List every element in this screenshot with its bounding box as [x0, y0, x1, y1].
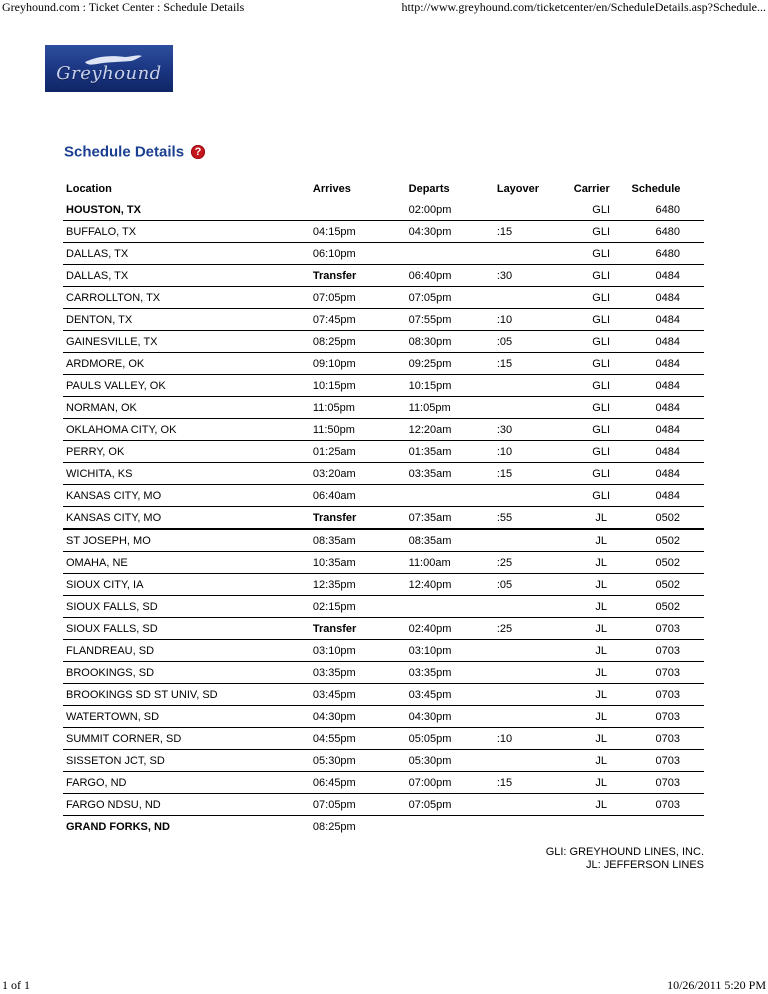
cell-arrives: 06:10pm [310, 243, 406, 265]
table-row [63, 529, 704, 552]
cell-location: FLANDREAU, SD [63, 640, 310, 662]
table-row [63, 728, 704, 750]
cell-layover [494, 596, 571, 618]
col-header-schedule: Schedule [631, 182, 681, 195]
cell-location: DALLAS, TX [63, 243, 310, 265]
cell-layover: :10 [494, 441, 571, 463]
cell-carrier: GLI [571, 331, 629, 353]
cell-carrier: GLI [571, 375, 629, 397]
cell-schedule: 0502 [629, 574, 704, 596]
cell-departs: 04:30pm [406, 221, 494, 243]
cell-arrives: 08:35am [310, 529, 406, 552]
table-row [63, 618, 704, 640]
cell-layover: :15 [494, 353, 571, 375]
cell-carrier: JL [571, 728, 629, 750]
col-header-departs: Departs [408, 182, 450, 195]
table-row [63, 397, 704, 419]
cell-schedule: 0703 [629, 618, 704, 640]
table-row [63, 662, 704, 684]
cell-location: GAINESVILLE, TX [63, 331, 310, 353]
cell-arrives: 04:15pm [310, 221, 406, 243]
cell-layover [494, 706, 571, 728]
cell-carrier: GLI [571, 309, 629, 331]
cell-layover: :25 [494, 552, 571, 574]
cell-departs: 03:45pm [406, 684, 494, 706]
cell-location: PERRY, OK [63, 441, 310, 463]
cell-departs: 05:05pm [406, 728, 494, 750]
cell-departs: 04:30pm [406, 706, 494, 728]
cell-location: KANSAS CITY, MO [63, 507, 310, 530]
table-row [63, 375, 704, 397]
cell-arrives: Transfer [310, 507, 406, 530]
cell-carrier: JL [571, 529, 629, 552]
cell-location: FARGO NDSU, ND [63, 794, 310, 816]
cell-schedule [629, 816, 704, 838]
cell-departs: 03:10pm [406, 640, 494, 662]
cell-carrier: GLI [571, 221, 629, 243]
table-header-row [63, 178, 704, 199]
cell-arrives: 07:05pm [310, 287, 406, 309]
cell-arrives: 04:55pm [310, 728, 406, 750]
cell-departs: 12:40pm [406, 574, 494, 596]
cell-layover [494, 375, 571, 397]
table-row [63, 243, 704, 265]
cell-layover: :10 [494, 728, 571, 750]
cell-layover: :15 [494, 221, 571, 243]
cell-location: FARGO, ND [63, 772, 310, 794]
cell-carrier: JL [571, 618, 629, 640]
cell-location: BUFFALO, TX [63, 221, 310, 243]
cell-schedule: 0484 [629, 375, 704, 397]
table-row [63, 441, 704, 463]
table-row [63, 265, 704, 287]
cell-schedule: 0484 [629, 287, 704, 309]
cell-schedule: 0502 [629, 529, 704, 552]
cell-departs: 03:35pm [406, 662, 494, 684]
cell-departs: 12:20am [406, 419, 494, 441]
cell-schedule: 0484 [629, 397, 704, 419]
cell-schedule: 0484 [629, 265, 704, 287]
cell-location: OKLAHOMA CITY, OK [63, 419, 310, 441]
print-footer [0, 978, 768, 994]
cell-departs: 07:05pm [406, 287, 494, 309]
cell-departs: 05:30pm [406, 750, 494, 772]
cell-location: HOUSTON, TX [63, 199, 310, 221]
table-row [63, 574, 704, 596]
cell-carrier [571, 816, 629, 838]
cell-carrier: GLI [571, 199, 629, 221]
table-row [63, 309, 704, 331]
cell-carrier: GLI [571, 265, 629, 287]
cell-location: OMAHA, NE [63, 552, 310, 574]
cell-carrier: GLI [571, 353, 629, 375]
table-row [63, 706, 704, 728]
cell-location: ST JOSEPH, MO [63, 529, 310, 552]
cell-location: SIOUX FALLS, SD [63, 596, 310, 618]
cell-arrives: 09:10pm [310, 353, 406, 375]
cell-arrives: 02:15pm [310, 596, 406, 618]
cell-departs: 08:35am [406, 529, 494, 552]
legend-item-gli: GLI: GREYHOUND LINES, INC. [545, 846, 704, 858]
cell-schedule: 6480 [629, 243, 704, 265]
cell-schedule: 0703 [629, 706, 704, 728]
cell-schedule: 0484 [629, 463, 704, 485]
cell-arrives: 12:35pm [310, 574, 406, 596]
carrier-legend [546, 846, 704, 872]
col-header-layover: Layover [496, 182, 540, 195]
cell-schedule: 0484 [629, 485, 704, 507]
cell-schedule: 0502 [629, 507, 704, 530]
print-timestamp: 10/26/2011 5:20 PM [667, 978, 766, 992]
cell-departs [406, 485, 494, 507]
legend-item-jl: JL: JEFFERSON LINES [586, 859, 704, 871]
cell-location: SIOUX CITY, IA [63, 574, 310, 596]
col-header-arrives: Arrives [312, 182, 351, 195]
cell-carrier: JL [571, 640, 629, 662]
cell-layover: :15 [494, 463, 571, 485]
cell-layover [494, 287, 571, 309]
cell-layover: :10 [494, 309, 571, 331]
cell-carrier: JL [571, 596, 629, 618]
cell-location: NORMAN, OK [63, 397, 310, 419]
table-row [63, 794, 704, 816]
logo-wordmark: Greyhound [56, 63, 162, 84]
cell-carrier: JL [571, 706, 629, 728]
cell-carrier: JL [571, 552, 629, 574]
table-row [63, 816, 704, 838]
cell-layover: :55 [494, 507, 571, 530]
cell-location: KANSAS CITY, MO [63, 485, 310, 507]
cell-arrives: 04:30pm [310, 706, 406, 728]
cell-layover: :05 [494, 574, 571, 596]
cell-departs: 02:00pm [406, 199, 494, 221]
table-row [63, 772, 704, 794]
cell-layover: :30 [494, 419, 571, 441]
cell-layover [494, 243, 571, 265]
cell-arrives: 06:45pm [310, 772, 406, 794]
cell-departs [406, 816, 494, 838]
table-row [63, 485, 704, 507]
cell-carrier: GLI [571, 287, 629, 309]
cell-carrier: GLI [571, 397, 629, 419]
cell-location: DALLAS, TX [63, 265, 310, 287]
cell-layover: :05 [494, 331, 571, 353]
cell-layover [494, 794, 571, 816]
cell-arrives: 10:35am [310, 552, 406, 574]
cell-layover [494, 529, 571, 552]
table-row [63, 199, 704, 221]
cell-location: DENTON, TX [63, 309, 310, 331]
table-row [63, 596, 704, 618]
cell-layover [494, 750, 571, 772]
cell-location: WATERTOWN, SD [63, 706, 310, 728]
cell-departs: 11:00am [406, 552, 494, 574]
greyhound-logo[interactable] [45, 45, 173, 92]
cell-arrives: 01:25am [310, 441, 406, 463]
cell-arrives: 07:05pm [310, 794, 406, 816]
cell-schedule: 0502 [629, 596, 704, 618]
cell-arrives: 08:25pm [310, 331, 406, 353]
cell-departs: 06:40pm [406, 265, 494, 287]
cell-carrier: GLI [571, 485, 629, 507]
cell-schedule: 0703 [629, 772, 704, 794]
cell-arrives: 03:35pm [310, 662, 406, 684]
cell-schedule: 0484 [629, 309, 704, 331]
cell-arrives: 11:05pm [310, 397, 406, 419]
cell-arrives: Transfer [310, 265, 406, 287]
cell-layover [494, 640, 571, 662]
cell-arrives: 05:30pm [310, 750, 406, 772]
cell-location: PAULS VALLEY, OK [63, 375, 310, 397]
cell-layover [494, 397, 571, 419]
cell-layover [494, 485, 571, 507]
cell-carrier: GLI [571, 441, 629, 463]
table-row [63, 640, 704, 662]
cell-departs: 01:35am [406, 441, 494, 463]
print-page-title: Greyhound.com : Ticket Center : Schedule Details [2, 0, 245, 14]
cell-layover [494, 199, 571, 221]
col-header-carrier: Carrier [573, 182, 610, 195]
cell-departs: 07:55pm [406, 309, 494, 331]
cell-carrier: JL [571, 684, 629, 706]
cell-location: SIOUX FALLS, SD [63, 618, 310, 640]
page-title: Schedule Details [64, 143, 185, 161]
cell-schedule: 0703 [629, 728, 704, 750]
cell-schedule: 0484 [629, 419, 704, 441]
cell-layover: :15 [494, 772, 571, 794]
cell-arrives: 03:10pm [310, 640, 406, 662]
table-row [63, 353, 704, 375]
cell-schedule: 0484 [629, 331, 704, 353]
cell-arrives [310, 199, 406, 221]
cell-schedule: 6480 [629, 199, 704, 221]
cell-departs: 02:40pm [406, 618, 494, 640]
cell-arrives: 11:50pm [310, 419, 406, 441]
cell-carrier: JL [571, 750, 629, 772]
cell-location: CARROLLTON, TX [63, 287, 310, 309]
cell-carrier: GLI [571, 243, 629, 265]
cell-departs: 08:30pm [406, 331, 494, 353]
cell-departs: 09:25pm [406, 353, 494, 375]
cell-layover [494, 684, 571, 706]
cell-carrier: JL [571, 772, 629, 794]
col-header-location: Location [66, 182, 112, 195]
cell-arrives: 08:25pm [312, 820, 356, 833]
cell-carrier: JL [571, 507, 629, 530]
cell-location: WICHITA, KS [63, 463, 310, 485]
cell-location: SISSETON JCT, SD [63, 750, 310, 772]
cell-schedule: 0484 [629, 441, 704, 463]
cell-departs: 07:00pm [406, 772, 494, 794]
cell-schedule: 0502 [629, 552, 704, 574]
cell-arrives: 03:20am [310, 463, 406, 485]
cell-schedule: 0703 [629, 662, 704, 684]
cell-departs: 10:15pm [406, 375, 494, 397]
cell-location: ARDMORE, OK [63, 353, 310, 375]
cell-carrier: JL [571, 662, 629, 684]
cell-location: BROOKINGS SD ST UNIV, SD [63, 684, 310, 706]
cell-arrives: 06:40am [310, 485, 406, 507]
cell-layover: :30 [494, 265, 571, 287]
table-row [63, 750, 704, 772]
table-row [63, 684, 704, 706]
cell-location: GRAND FORKS, ND [66, 820, 170, 833]
table-row [63, 419, 704, 441]
cell-schedule: 0703 [629, 684, 704, 706]
cell-layover: :25 [494, 618, 571, 640]
cell-departs [406, 596, 494, 618]
cell-departs: 07:05pm [406, 794, 494, 816]
cell-arrives: Transfer [310, 618, 406, 640]
cell-departs: 11:05pm [406, 397, 494, 419]
cell-carrier: JL [571, 574, 629, 596]
table-row [63, 221, 704, 243]
cell-schedule: 0703 [629, 794, 704, 816]
title-row [64, 143, 205, 163]
cell-arrives: 07:45pm [310, 309, 406, 331]
cell-carrier: JL [571, 794, 629, 816]
table-row [63, 287, 704, 309]
help-icon[interactable]: ? [191, 145, 205, 159]
cell-carrier: GLI [571, 463, 629, 485]
cell-departs [406, 243, 494, 265]
cell-location: SUMMIT CORNER, SD [63, 728, 310, 750]
cell-arrives: 10:15pm [310, 375, 406, 397]
table-row [63, 552, 704, 574]
print-header [0, 0, 768, 16]
cell-schedule: 0703 [629, 640, 704, 662]
table-row [63, 507, 704, 530]
schedule-table [63, 178, 704, 837]
cell-carrier: GLI [571, 419, 629, 441]
cell-layover [494, 662, 571, 684]
print-page-number: 1 of 1 [2, 978, 30, 992]
print-page-url: http://www.greyhound.com/ticketcenter/en/ScheduleDetails.asp?Schedule... [401, 0, 766, 14]
cell-location: BROOKINGS, SD [63, 662, 310, 684]
cell-schedule: 6480 [629, 221, 704, 243]
cell-departs: 03:35am [406, 463, 494, 485]
cell-schedule: 0703 [629, 750, 704, 772]
cell-arrives: 03:45pm [310, 684, 406, 706]
cell-layover [494, 816, 571, 838]
cell-schedule: 0484 [629, 353, 704, 375]
table-row [63, 463, 704, 485]
table-row [63, 331, 704, 353]
cell-departs: 07:35am [406, 507, 494, 530]
